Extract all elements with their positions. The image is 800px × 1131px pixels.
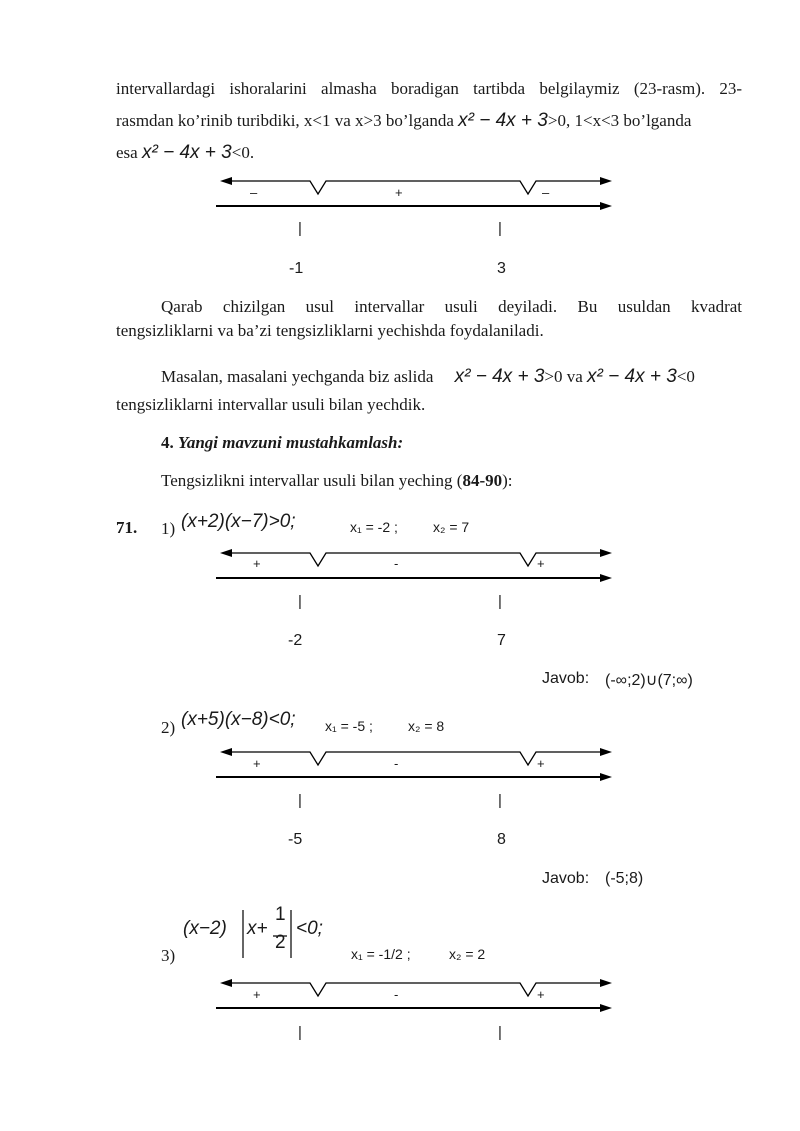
para2-line-1: Qarab chizilgan usul intervallar usuli deyiladi. Bu usuldan kvadrat — [161, 297, 742, 316]
intro-line-2 — [116, 110, 742, 132]
problem-1-x2: x₂ = 7 — [433, 519, 470, 535]
tick-mark: | — [498, 792, 502, 809]
para3-va: va — [566, 367, 583, 386]
expr-quadratic: x² − 4x + 3 — [458, 110, 548, 131]
para3-lt: <0 — [676, 367, 695, 386]
para3-line-1 — [161, 366, 742, 388]
sign-right: – — [542, 185, 550, 200]
answer-label: Javob: — [542, 870, 590, 887]
root-label: 7 — [497, 632, 506, 649]
section-number: 4. — [161, 433, 174, 452]
problem-1-x1: x₁ = -2 ; — [350, 519, 398, 535]
task-text-end: ): — [502, 471, 513, 490]
sign-left: – — [250, 185, 258, 200]
fraction-denominator: 2 — [275, 932, 286, 953]
para3-line-2: tengsizliklarni intervallar usuli bilan yechdik. — [116, 395, 426, 414]
intro-line-3-tail: <0. — [231, 143, 255, 162]
sign-middle: - — [394, 556, 399, 571]
intro-line-2-text: rasmdan ko’rinib turibdiki, x<1 va x>3 bo’lganda — [116, 111, 454, 130]
answer-label: Javob: — [542, 670, 590, 687]
problem-1-inequality: (x+2)(x−7)>0; — [181, 511, 296, 532]
answer-value: (-5;8) — [605, 870, 644, 887]
tick-mark: | — [498, 593, 502, 610]
problem-2-inequality: (x+5)(x−8)<0; — [181, 709, 296, 730]
task-range: 84-90 — [462, 471, 503, 490]
problem-number: 71. — [116, 518, 138, 537]
factor-2-a: x+ — [247, 918, 268, 939]
interval-diagram-1 — [210, 544, 620, 594]
fraction-numerator: 1 — [275, 904, 286, 925]
tick-mark: | — [498, 220, 502, 237]
sign-middle: + — [395, 185, 403, 200]
tick-mark: | — [298, 220, 302, 237]
sign-left: + — [253, 556, 261, 571]
tick-mark: | — [498, 1024, 502, 1041]
intro-line-2-tail: >0, 1<x<3 bo’lganda — [547, 111, 692, 130]
intro-line-3 — [116, 142, 742, 164]
task-line — [161, 470, 787, 492]
problem-3-x2: x₂ = 2 — [449, 946, 486, 962]
tick-mark: | — [298, 593, 302, 610]
sign-left: + — [253, 987, 261, 1002]
interval-diagram-3 — [210, 974, 620, 1024]
sign-middle: - — [394, 987, 399, 1002]
problem-3-x1: x₁ = -1/2 ; — [351, 946, 411, 962]
factor-1: (x−2) — [183, 918, 227, 939]
problem-2-num: 2) — [161, 718, 176, 737]
problem-3-num: 3) — [161, 946, 176, 965]
expr-quadratic: x² − 4x + 3 — [587, 366, 677, 387]
para3-text-a: Masalan, masalani yechganda biz aslida — [161, 367, 434, 386]
sign-right: + — [537, 756, 545, 771]
root-label: 8 — [497, 831, 506, 848]
root-label: -1 — [289, 260, 304, 277]
problem-2-x1: x₁ = -5 ; — [325, 718, 373, 734]
expr-quadratic: x² − 4x + 3 — [454, 366, 545, 387]
problem-2-x2: x₂ = 8 — [408, 718, 445, 734]
sign-middle: - — [394, 756, 399, 771]
root-label: -2 — [288, 632, 303, 649]
root-label: 3 — [497, 260, 506, 277]
answer-value: (-∞;2)∪(7;∞) — [605, 672, 693, 689]
sign-right: + — [537, 556, 545, 571]
intro-line-3-text: esa — [116, 143, 138, 162]
interval-diagram-2 — [210, 743, 620, 793]
section-title: Yangi mavzuni mustahkamlash: — [178, 433, 404, 452]
para2-line-2: tengsizliklarni va ba’zi tengsizliklarni yechishda foydalaniladi. — [116, 321, 544, 340]
task-text: Tengsizlikni intervallar usuli bilan yeching ( — [161, 471, 463, 490]
section-heading — [161, 432, 787, 454]
interval-diagram-0 — [210, 172, 620, 222]
inequality-tail: <0; — [296, 918, 323, 939]
expr-quadratic: x² − 4x + 3 — [141, 142, 232, 163]
problem-1-num: 1) — [161, 519, 176, 538]
tick-mark: | — [298, 792, 302, 809]
sign-left: + — [253, 756, 261, 771]
tick-mark: | — [298, 1024, 302, 1041]
para3-gt: >0 — [544, 367, 563, 386]
intro-line-1: intervallardagi ishoralarini almasha boradigan tartibda belgilaymiz (23-rasm). 23- — [116, 79, 742, 98]
root-label: -5 — [288, 831, 303, 848]
sign-right: + — [537, 987, 545, 1002]
